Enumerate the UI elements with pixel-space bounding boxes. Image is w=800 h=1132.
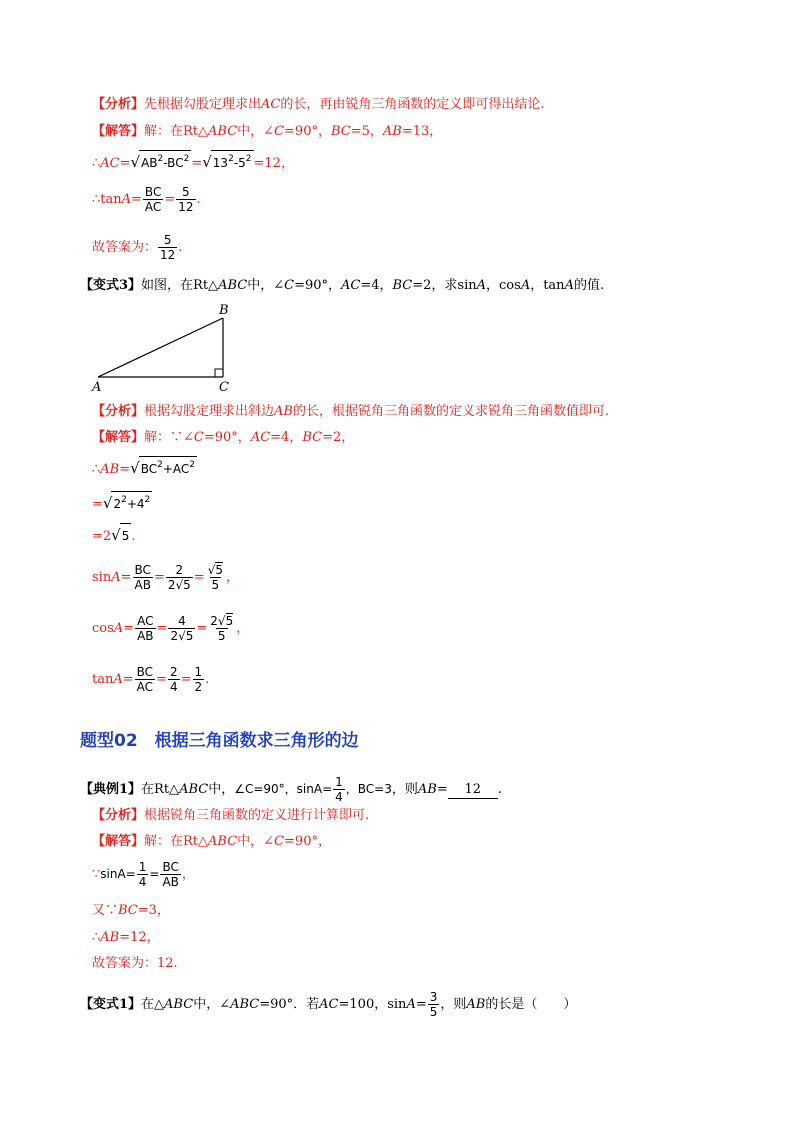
triangle-figure — [88, 298, 248, 398]
label-c: C — [219, 380, 229, 395]
label-a: A — [92, 380, 102, 395]
solution-line: 【解答】解：在Rt△ABC中，∠C=90°，BC=5，AB=13， — [92, 124, 443, 139]
formula-ab-3: =2√5 . — [92, 523, 136, 548]
problem-variant3: 【变式3】如图，在Rt△ABC中，∠C=90°，AC=4，BC=2，求sinA，cosA，tanA的值. — [80, 278, 605, 293]
answer-blank: 12 — [448, 782, 498, 799]
analysis-line-3: 【分析】根据锐角三角函数的定义进行计算即可. — [92, 808, 370, 823]
formula-ab: $\therefore AB=√BC^2+AC^2$ — [92, 456, 197, 481]
formula-sina: ∵sinA= $\frac{1}{4}$ = $\frac{BC}{AB}$ ， — [92, 860, 195, 889]
formula-ab-2: $=√2^2+4^2$ — [92, 491, 152, 516]
side-ab — [98, 318, 223, 377]
solution-line-2: 【解答】解：∵∠C=90°，AC=4，BC=2， — [92, 430, 355, 445]
label-b: B — [219, 303, 229, 318]
formula-ac: $\therefore AC=√AB^2-BC^2 =√13^2-5^2 =12$， — [92, 150, 294, 175]
problem-variant1: 【变式1】在△ABC中，∠ABC=90°．若AC=100，sinA= $\frac{3}{5}$ ，则AB的长是（ ） — [80, 990, 577, 1019]
formula-cos: cosA= $\frac{AC}{AB}$ = $\frac{4}{2√5}$ = $\frac{2√5}{5}$ ， — [92, 614, 250, 643]
section-heading: 题型02 根据三角函数求三角形的边 — [80, 731, 359, 751]
solution-line-3: 【解答】解：在Rt△ABC中，∠C=90°， — [92, 834, 331, 849]
answer-line-3: 故答案为：12. — [92, 956, 178, 971]
right-angle-mark — [215, 369, 223, 377]
formula-tan: ∴tanA= $\frac{BC}{AC}$ = $\frac{5}{12}$ . — [92, 185, 201, 214]
analysis-line: 【分析】先根据勾股定理求出AC的长，再由锐角三角函数的定义即可得出结论. — [92, 97, 545, 112]
given-bc: 又∵BC=3， — [92, 903, 170, 918]
result-ab: ∴AB=12， — [92, 930, 160, 945]
formula-sin: sinA= $\frac{BC}{AB}$ = $\frac{2}{2√5}$ = $\frac{√5}{5}$ ， — [92, 563, 240, 592]
analysis-line-2: 【分析】根据勾股定理求出斜边AB的长，根据锐角三角函数的定义求锐角三角函数值即可. — [92, 404, 610, 419]
formula-tan-2: tanA= $\frac{BC}{AC}$ = $\frac{2}{4}$ = $\frac{1}{2}$ . — [92, 665, 210, 694]
answer-line: 故答案为： $\frac{5}{12}$ . — [92, 233, 183, 262]
problem-example1: 【典例1】在Rt△ABC中，∠C=90°，sinA= $\frac{1}{4}$ ，BC=3，则AB= 12 . — [80, 775, 502, 804]
